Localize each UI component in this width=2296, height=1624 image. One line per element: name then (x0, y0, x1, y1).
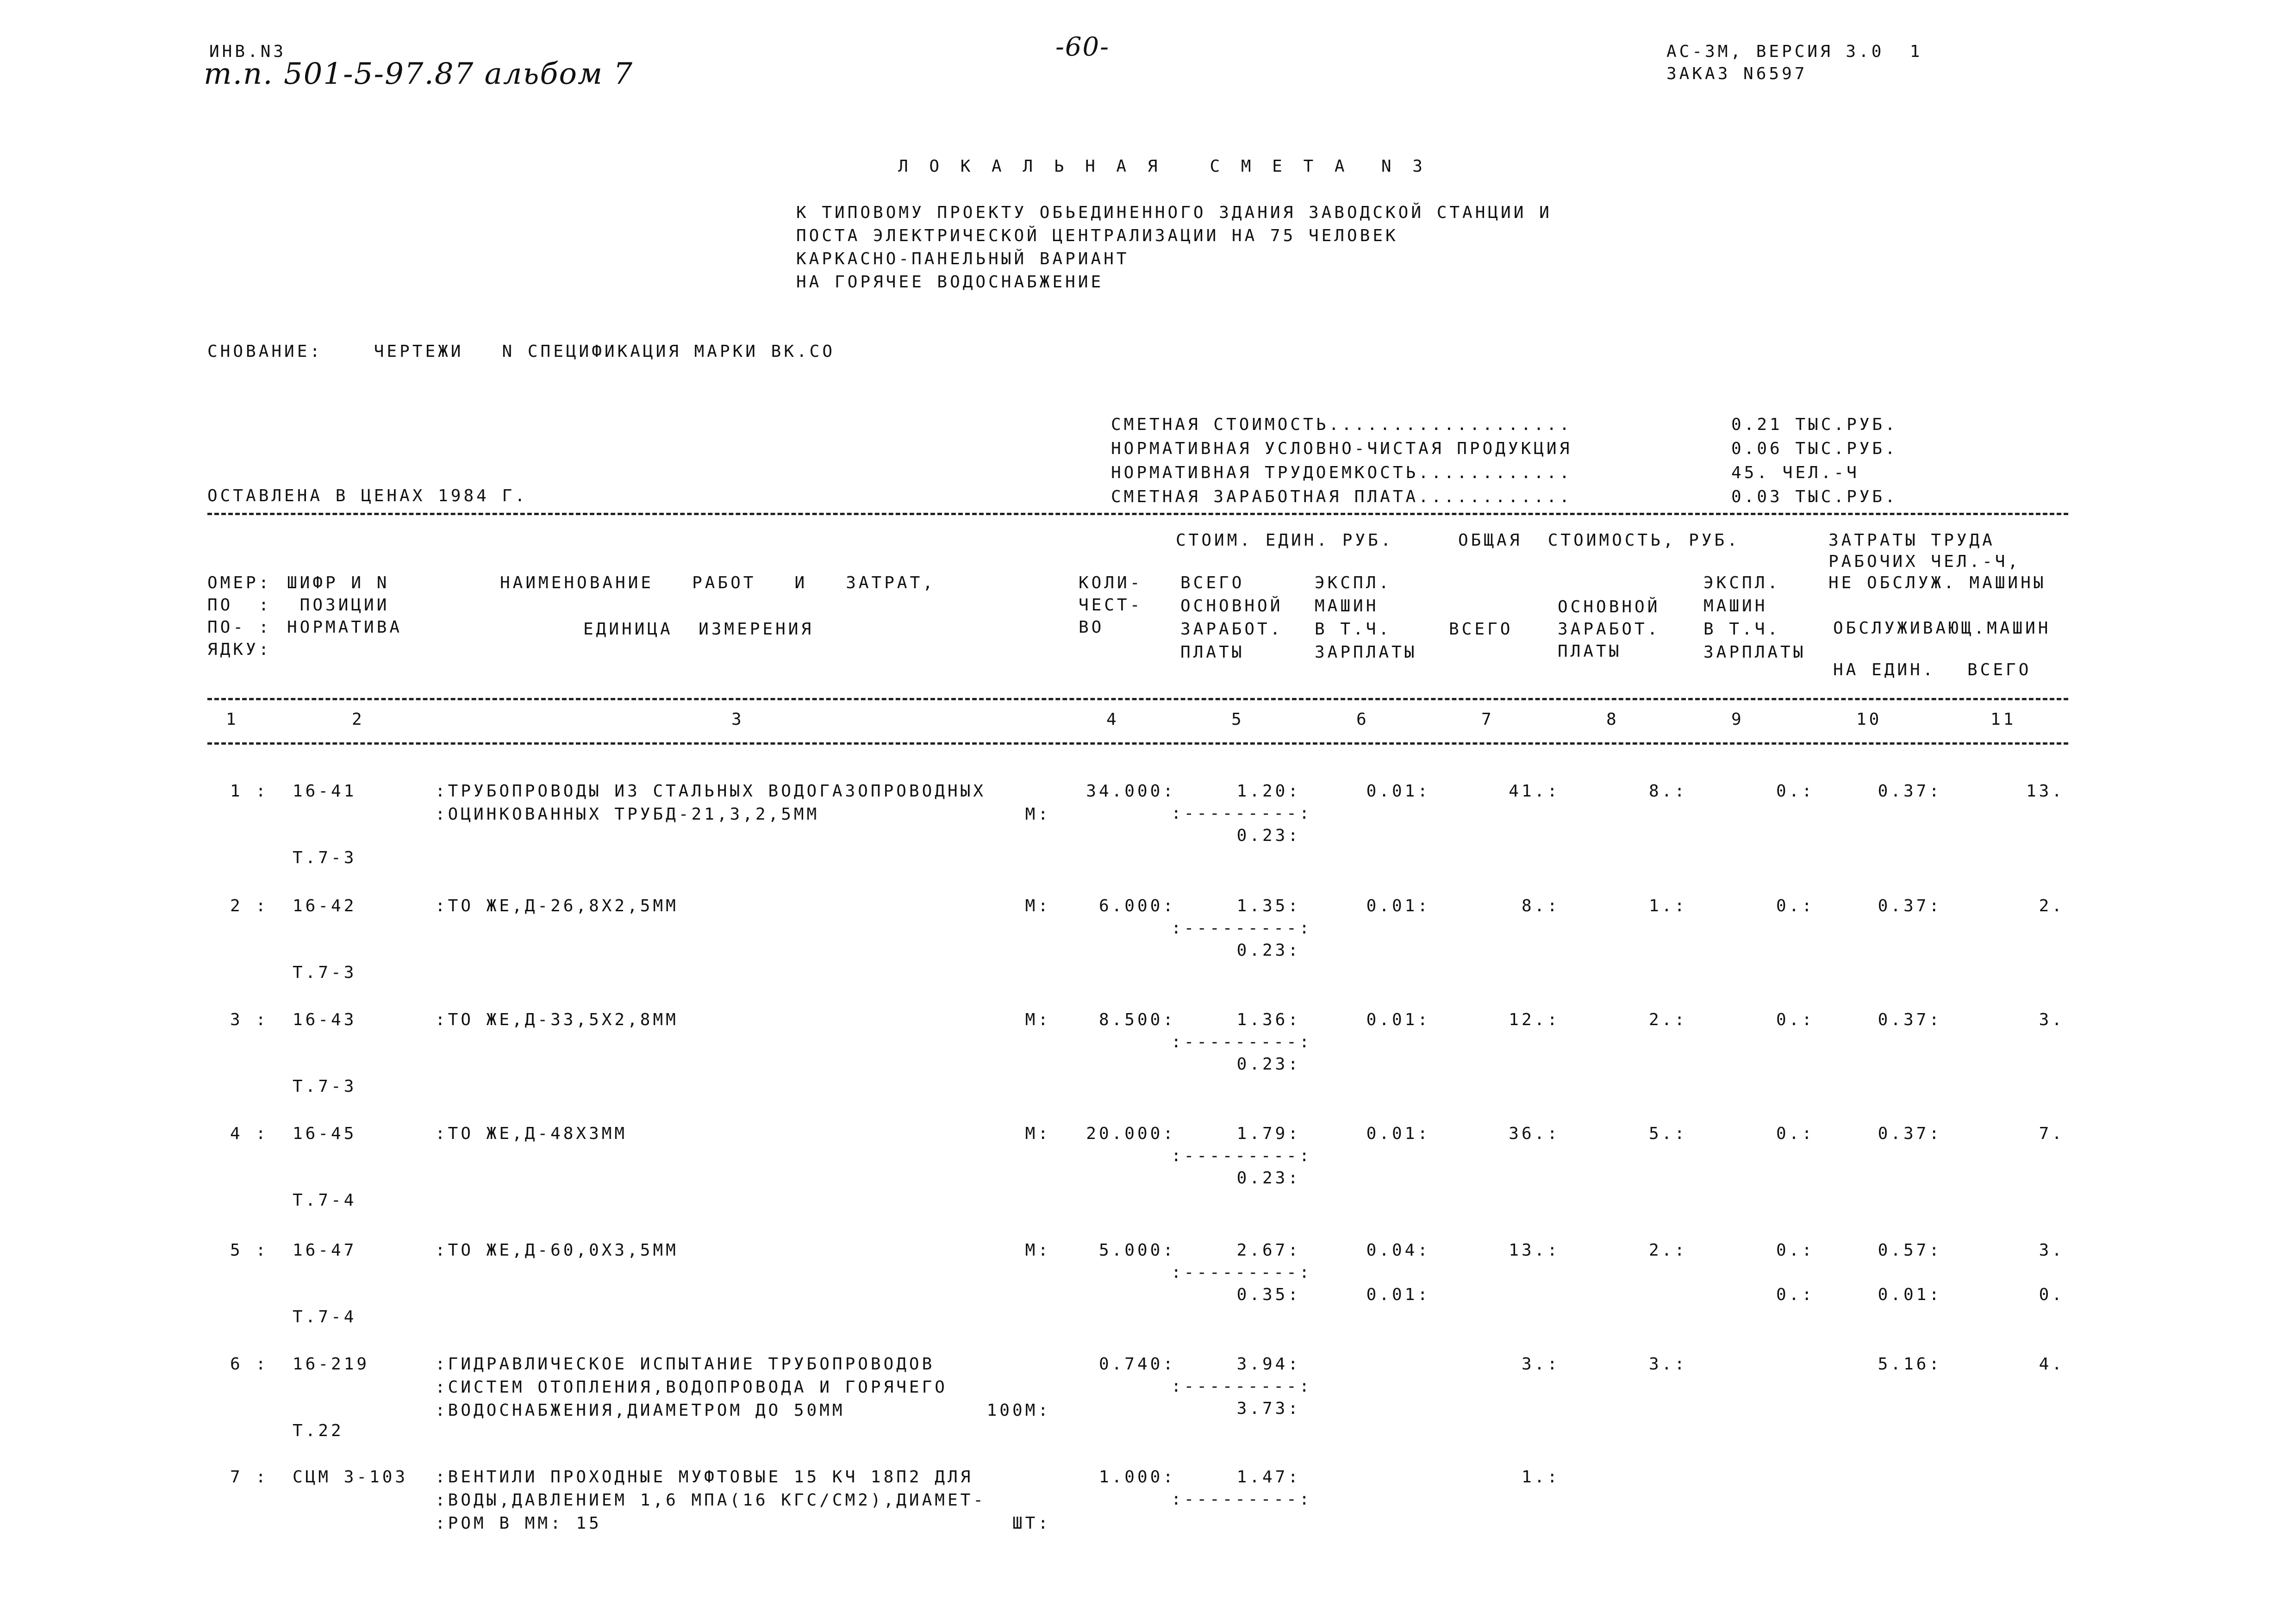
summary-label: СМЕТНАЯ ЗАРАБОТНАЯ ПЛАТА............ (1111, 487, 1572, 506)
row-sub-divider: :---------: (1171, 1033, 1312, 1052)
row-description: :РОМ В ММ: 15 (435, 1514, 602, 1533)
row-unit-machines: 0.04: (1366, 1241, 1430, 1260)
row-total-wage: 5.: (1648, 1124, 1687, 1143)
column-number: 3 (731, 710, 744, 729)
row-code: 16-43 (293, 1010, 357, 1029)
order-number: ЗАКАЗ N6597 (1666, 64, 1808, 83)
document-title: Л О К А Л Ь Н А Я С М Е Т А N 3 (898, 157, 1428, 176)
row-total-machines: 0.: (1776, 1241, 1815, 1260)
row-total: 12.: (1509, 1010, 1560, 1029)
row-total-wage: 2.: (1648, 1010, 1687, 1029)
row-unit-machines: 0.01: (1366, 1010, 1430, 1029)
row-unit-machine-wage: 0.01: (1366, 1285, 1430, 1304)
subtitle-line: К ТИПОВОМУ ПРОЕКТУ ОБЬЕДИНЕННОГО ЗДАНИЯ ЗАВОДСКОЙ СТАНЦИИ И (796, 203, 1552, 222)
row-description: :ТО ЖЕ,Д-26,8Х2,5ММ (435, 896, 679, 915)
header-code: ШИФР И N (287, 573, 390, 592)
row-reference: Т.7-3 (293, 963, 357, 982)
row-total-machine-wage: 0.: (1776, 1285, 1815, 1304)
row-unit-total: 3.94: (1236, 1355, 1301, 1374)
header-row-number: ЯДКУ: (207, 640, 272, 659)
row-quantity: 8.500: (1098, 1010, 1176, 1029)
summary-value: 0.03 ТЫС.РУБ. (1731, 487, 1898, 506)
header-col8: ОСНОВНОЙ (1558, 597, 1660, 616)
row-total: 8.: (1521, 896, 1560, 915)
row-total-machines: 0.: (1776, 782, 1815, 801)
row-unit-machines: 0.01: (1366, 896, 1430, 915)
header-col6: ЭКСПЛ. (1315, 573, 1392, 592)
summary-label: СМЕТНАЯ СТОИМОСТЬ................... (1111, 415, 1572, 434)
row-total-wage: 3.: (1648, 1355, 1687, 1374)
row-unit-machines: 0.01: (1366, 782, 1430, 801)
row-unit: М: (1025, 1010, 1051, 1029)
header-col6: МАШИН (1315, 597, 1379, 616)
row-labor-unit: 0.57: (1878, 1241, 1942, 1260)
row-number: 3 : (230, 1010, 268, 1029)
header-col6: ЗАРПЛАТЫ (1315, 643, 1417, 662)
row-unit-machines: 0.01: (1366, 1124, 1430, 1143)
summary-label: НОРМАТИВНАЯ УСЛОВНО-ЧИСТАЯ ПРОДУКЦИЯ (1111, 439, 1572, 458)
header-labor: ЗАТРАТЫ ТРУДА (1828, 531, 1995, 550)
row-total: 13.: (1509, 1241, 1560, 1260)
row-total: 3.: (1521, 1355, 1560, 1374)
row-description: :ТО ЖЕ,Д-48Х3ММ (435, 1124, 628, 1143)
header-total-cost: ОБЩАЯ СТОИМОСТЬ, РУБ. (1458, 531, 1740, 550)
summary-value: 0.06 ТЫС.РУБ. (1731, 439, 1898, 458)
header-col9: ЭКСПЛ. (1703, 573, 1781, 592)
row-unit-total: 1.36: (1236, 1010, 1301, 1029)
row-quantity: 20.000: (1086, 1124, 1176, 1143)
row-labor-unit: 5.16: (1878, 1355, 1942, 1374)
header-col6: В Т.Ч. (1315, 620, 1392, 639)
row-sub-divider: :---------: (1171, 1377, 1312, 1396)
row-total: 41.: (1509, 782, 1560, 801)
summary-value: 45. ЧЕЛ.-Ч (1731, 463, 1859, 482)
column-number: 11 (1990, 710, 2016, 729)
row-number: 4 : (230, 1124, 268, 1143)
row-unit-wage: 3.73: (1236, 1399, 1301, 1418)
row-description: :ВЕНТИЛИ ПРОХОДНЫЕ МУФТОВЫЕ 15 КЧ 18П2 ДЛЯ (435, 1468, 973, 1487)
row-labor-machine-unit: 0.01: (1878, 1285, 1942, 1304)
row-number: 1 : (230, 782, 268, 801)
row-code: 16-47 (293, 1241, 357, 1260)
row-labor-total: 7. (2039, 1124, 2065, 1143)
row-labor-total: 3. (2039, 1241, 2065, 1260)
header-unit-cost: СТОИМ. ЕДИН. РУБ. (1176, 531, 1394, 550)
header-col5: ПЛАТЫ (1180, 643, 1245, 662)
row-unit-total: 2.67: (1236, 1241, 1301, 1260)
row-unit-wage: 0.23: (1236, 1055, 1301, 1074)
row-unit-total: 1.35: (1236, 896, 1301, 915)
header-unit: ЕДИНИЦА ИЗМЕРЕНИЯ (583, 620, 814, 639)
row-unit: М: (1025, 896, 1051, 915)
row-sub-divider: :---------: (1171, 919, 1312, 938)
summary-value: 0.21 ТЫС.РУБ. (1731, 415, 1898, 434)
row-unit-wage: 0.23: (1236, 1169, 1301, 1188)
row-unit-wage: 0.23: (1236, 941, 1301, 960)
row-total-machines: 0.: (1776, 1010, 1815, 1029)
row-description: :ВОДЫ,ДАВЛЕНИЕМ 1,6 МПА(16 КГС/СМ2),ДИАМЕТ- (435, 1491, 986, 1510)
row-reference: Т.7-3 (293, 848, 357, 867)
row-total-wage: 8.: (1648, 782, 1687, 801)
column-number: 2 (352, 710, 365, 729)
row-quantity: 5.000: (1098, 1241, 1176, 1260)
row-unit-total: 1.79: (1236, 1124, 1301, 1143)
row-labor-unit: 0.37: (1878, 1010, 1942, 1029)
header-row-number: ПО : (207, 596, 272, 615)
header-labor: НЕ ОБСЛУЖ. МАШИНЫ (1828, 573, 2046, 592)
column-number: 6 (1356, 710, 1369, 729)
row-quantity: 1.000: (1098, 1468, 1176, 1487)
column-number: 5 (1231, 710, 1244, 729)
row-description: :ТРУБОПРОВОДЫ ИЗ СТАЛЬНЫХ ВОДОГАЗОПРОВОДНЫХ (435, 782, 986, 801)
inventory-number: ИНВ.N3 (209, 42, 287, 61)
row-description: :СИСТЕМ ОТОПЛЕНИЯ,ВОДОПРОВОДА И ГОРЯЧЕГО (435, 1378, 948, 1397)
column-number: 4 (1106, 710, 1119, 729)
row-description: :ТО ЖЕ,Д-33,5Х2,8ММ (435, 1010, 679, 1029)
basis-line: СНОВАНИЕ: ЧЕРТЕЖИ N СПЕЦИФИКАЦИЯ МАРКИ ВК.СО (207, 342, 836, 361)
header-quantity: КОЛИ- (1079, 573, 1143, 592)
row-sub-divider: :---------: (1171, 1146, 1312, 1165)
header-quantity: ВО (1079, 618, 1104, 637)
header-col5: ЗАРАБОТ. (1180, 620, 1283, 639)
row-reference: Т.22 (293, 1421, 344, 1440)
row-total: 36.: (1509, 1124, 1560, 1143)
row-quantity: 34.000: (1086, 782, 1176, 801)
row-number: 5 : (230, 1241, 268, 1260)
numbers-bottom-rule (207, 742, 2068, 745)
row-quantity: 0.740: (1098, 1355, 1176, 1374)
row-labor-total: 2. (2039, 896, 2065, 915)
row-sub-divider: :---------: (1171, 804, 1312, 823)
row-unit: М: (1025, 1241, 1051, 1260)
header-labor: РАБОЧИХ ЧЕЛ.-Ч, (1828, 552, 2021, 571)
page-number: -60- (1055, 32, 1110, 62)
header-description: НАИМЕНОВАНИЕ РАБОТ И ЗАТРАТ, (500, 573, 936, 592)
header-col9: В Т.Ч. (1703, 620, 1781, 639)
row-total-machines: 0.: (1776, 1124, 1815, 1143)
column-number: 10 (1856, 710, 1882, 729)
header-col7: ВСЕГО (1449, 620, 1513, 639)
row-number: 2 : (230, 896, 268, 915)
row-code: СЦМ 3-103 (293, 1468, 408, 1487)
row-sub-divider: :---------: (1171, 1490, 1312, 1509)
header-row-number: ОМЕР: (207, 573, 272, 592)
row-labor-unit: 0.37: (1878, 782, 1942, 801)
column-number: 1 (226, 710, 239, 729)
row-sub-divider: :---------: (1171, 1263, 1312, 1282)
header-code: НОРМАТИВА (287, 618, 403, 637)
row-reference: Т.7-4 (293, 1191, 357, 1210)
row-unit: 100М: (986, 1401, 1051, 1420)
row-description: :ВОДОСНАБЖЕНИЯ,ДИАМЕТРОМ ДО 50ММ (435, 1401, 845, 1420)
row-code: 16-45 (293, 1124, 357, 1143)
column-number: 9 (1731, 710, 1744, 729)
row-description: :ТО ЖЕ,Д-60,0Х3,5ММ (435, 1241, 679, 1260)
row-description: :ГИДРАВЛИЧЕСКОЕ ИСПЫТАНИЕ ТРУБОПРОВОДОВ (435, 1355, 935, 1374)
version-info: АС-3М, ВЕРСИЯ 3.0 1 (1666, 42, 1923, 61)
row-reference: Т.7-3 (293, 1077, 357, 1096)
row-labor-unit: 0.37: (1878, 1124, 1942, 1143)
row-reference: Т.7-4 (293, 1307, 357, 1326)
subtitle-line: ПОСТА ЭЛЕКТРИЧЕСКОЙ ЦЕНТРАЛИЗАЦИИ НА 75 ЧЕЛОВЕК (796, 226, 1398, 245)
header-col5: ОСНОВНОЙ (1180, 597, 1283, 616)
row-labor-total: 3. (2039, 1010, 2065, 1029)
row-code: 16-41 (293, 782, 357, 801)
row-number: 7 : (230, 1468, 268, 1487)
subtitle-line: КАРКАСНО-ПАНЕЛЬНЫЙ ВАРИАНТ (796, 249, 1129, 268)
row-code: 16-42 (293, 896, 357, 915)
row-description: :ОЦИНКОВАННЫХ ТРУБД-21,3,2,5ММ (435, 805, 820, 824)
row-code: 16-219 (293, 1355, 370, 1374)
row-number: 6 : (230, 1355, 268, 1374)
row-total: 1.: (1521, 1468, 1560, 1487)
header-col10: НА ЕДИН. (1833, 660, 1936, 679)
header-code: ПОЗИЦИИ (287, 596, 390, 615)
compiled-prices: ОСТАВЛЕНА В ЦЕНАХ 1984 Г. (207, 486, 528, 505)
row-total-machines: 0.: (1776, 896, 1815, 915)
row-unit: М: (1025, 1124, 1051, 1143)
header-col8: ПЛАТЫ (1558, 642, 1622, 661)
header-col9: ЗАРПЛАТЫ (1703, 643, 1806, 662)
row-unit-wage: 0.35: (1236, 1285, 1301, 1304)
row-labor-total: 13. (2026, 782, 2065, 801)
column-number: 8 (1606, 710, 1619, 729)
row-quantity: 6.000: (1098, 896, 1176, 915)
header-col8: ЗАРАБОТ. (1558, 620, 1660, 639)
column-number: 7 (1481, 710, 1494, 729)
subtitle-line: НА ГОРЯЧЕЕ ВОДОСНАБЖЕНИЕ (796, 273, 1104, 292)
row-unit: ШТ: (1012, 1514, 1051, 1533)
row-labor-total: 4. (2039, 1355, 2065, 1374)
row-total-wage: 2.: (1648, 1241, 1687, 1260)
row-unit-total: 1.47: (1236, 1468, 1301, 1487)
table-top-rule (207, 513, 2068, 515)
project-handwritten: т.п. 501-5-97.87 альбом 7 (204, 57, 634, 91)
header-col11: ВСЕГО (1967, 660, 2032, 679)
header-quantity: ЧЕСТ- (1079, 596, 1143, 615)
header-col10: ОБСЛУЖИВАЮЩ.МАШИН (1833, 619, 2051, 638)
row-labor-unit: 0.37: (1878, 896, 1942, 915)
header-row-number: ПО- : (207, 618, 272, 637)
header-bottom-rule (207, 698, 2068, 700)
row-total-wage: 1.: (1648, 896, 1687, 915)
header-col5: ВСЕГО (1180, 573, 1245, 592)
row-unit-total: 1.20: (1236, 782, 1301, 801)
row-unit: М: (1025, 805, 1051, 824)
row-unit-wage: 0.23: (1236, 826, 1301, 845)
header-col9: МАШИН (1703, 597, 1768, 616)
summary-label: НОРМАТИВНАЯ ТРУДОЕМКОСТЬ............ (1111, 463, 1572, 482)
row-labor-machine-total: 0. (2039, 1285, 2065, 1304)
